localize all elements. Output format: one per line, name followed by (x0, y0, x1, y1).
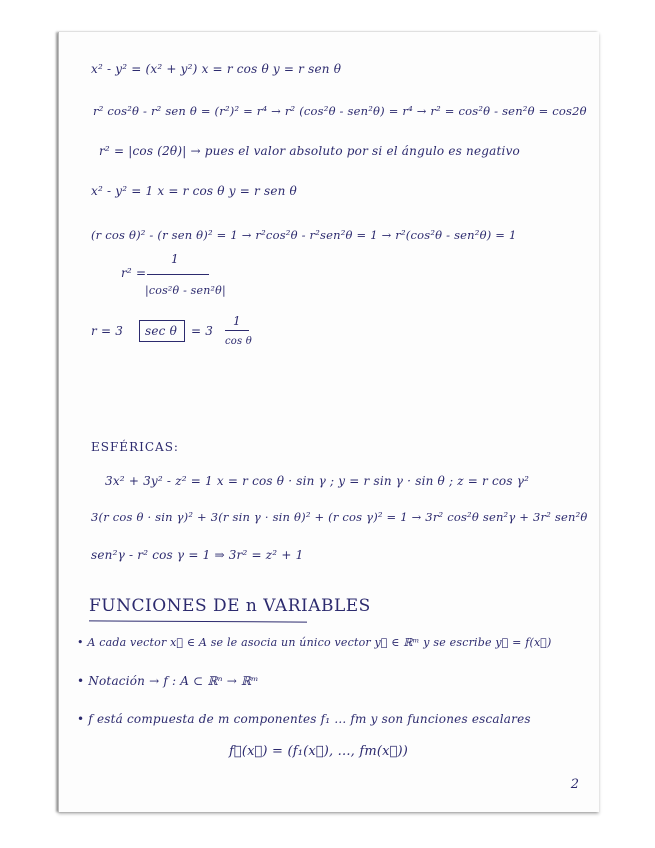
equation-line-10: sen²γ - r² cos γ = 1 ⇒ 3r² = z² + 1 (91, 548, 304, 562)
equation-line-4: x² - y² = 1 x = r cos θ y = r sen θ (91, 184, 297, 198)
equation-line-6-denominator: |cos²θ - sen²θ| (145, 284, 226, 297)
title-underline (89, 620, 307, 622)
equation-line-7-denominator: cos θ (225, 336, 252, 347)
bullet-3: • f está compuesta de m componentes f₁ ... fm y son funciones escalares (77, 712, 531, 726)
equation-line-7-mid: = 3 (191, 324, 214, 338)
fraction-bar (147, 274, 209, 275)
equation-line-9: 3(r cos θ · sin γ)² + 3(r sin γ · sin θ)² + (r cos γ)² = 1 → 3r² cos²θ sen²γ + 3r² sen²θ (91, 510, 588, 524)
equation-line-6-numerator: 1 (171, 252, 179, 266)
esfericas-heading: ESFÉRICAS: (91, 440, 179, 454)
equation-line-6-lhs: r² = (121, 266, 147, 280)
page-number: 2 (570, 777, 579, 792)
fraction-bar (225, 330, 249, 331)
equation-line-5: (r cos θ)² - (r sen θ)² = 1 → r²cos²θ - r²sen²θ = 1 → r²(cos²θ - sen²θ) = 1 (91, 228, 517, 242)
section-title: FUNCIONES DE n VARIABLES (89, 596, 371, 616)
bullet-2: • Notación → f : A ⊂ ℝⁿ → ℝᵐ (77, 674, 259, 688)
equation-line-1: x² - y² = (x² + y²) x = r cos θ y = r sen θ (91, 62, 342, 76)
equation-line-3: r² = |cos (2θ)| → pues el valor absoluto por si el ángulo es negativo (99, 144, 520, 158)
bullet-3-formula: f⃗(x⃗) = (f₁(x⃗), ..., fm(x⃗)) (229, 744, 409, 759)
equation-line-7-numerator: 1 (233, 314, 241, 328)
notebook-page (58, 32, 599, 812)
bullet-1: • A cada vector x⃗ ∈ A se le asocia un único vector y⃗ ∈ ℝᵐ y se escribe y⃗ = f(x⃗) (77, 636, 552, 649)
equation-line-7-boxed: sec θ (145, 324, 178, 338)
equation-line-8: 3x² + 3y² - z² = 1 x = r cos θ · sin γ ; y = r sin γ · sin θ ; z = r cos γ² (105, 474, 530, 488)
equation-line-7-lhs: r = 3 (91, 324, 124, 338)
equation-line-2: r² cos²θ - r² sen θ = (r²)² = r⁴ → r² (cos²θ - sen²θ) = r⁴ → r² = cos²θ - sen²θ = cos2θ (93, 104, 587, 118)
